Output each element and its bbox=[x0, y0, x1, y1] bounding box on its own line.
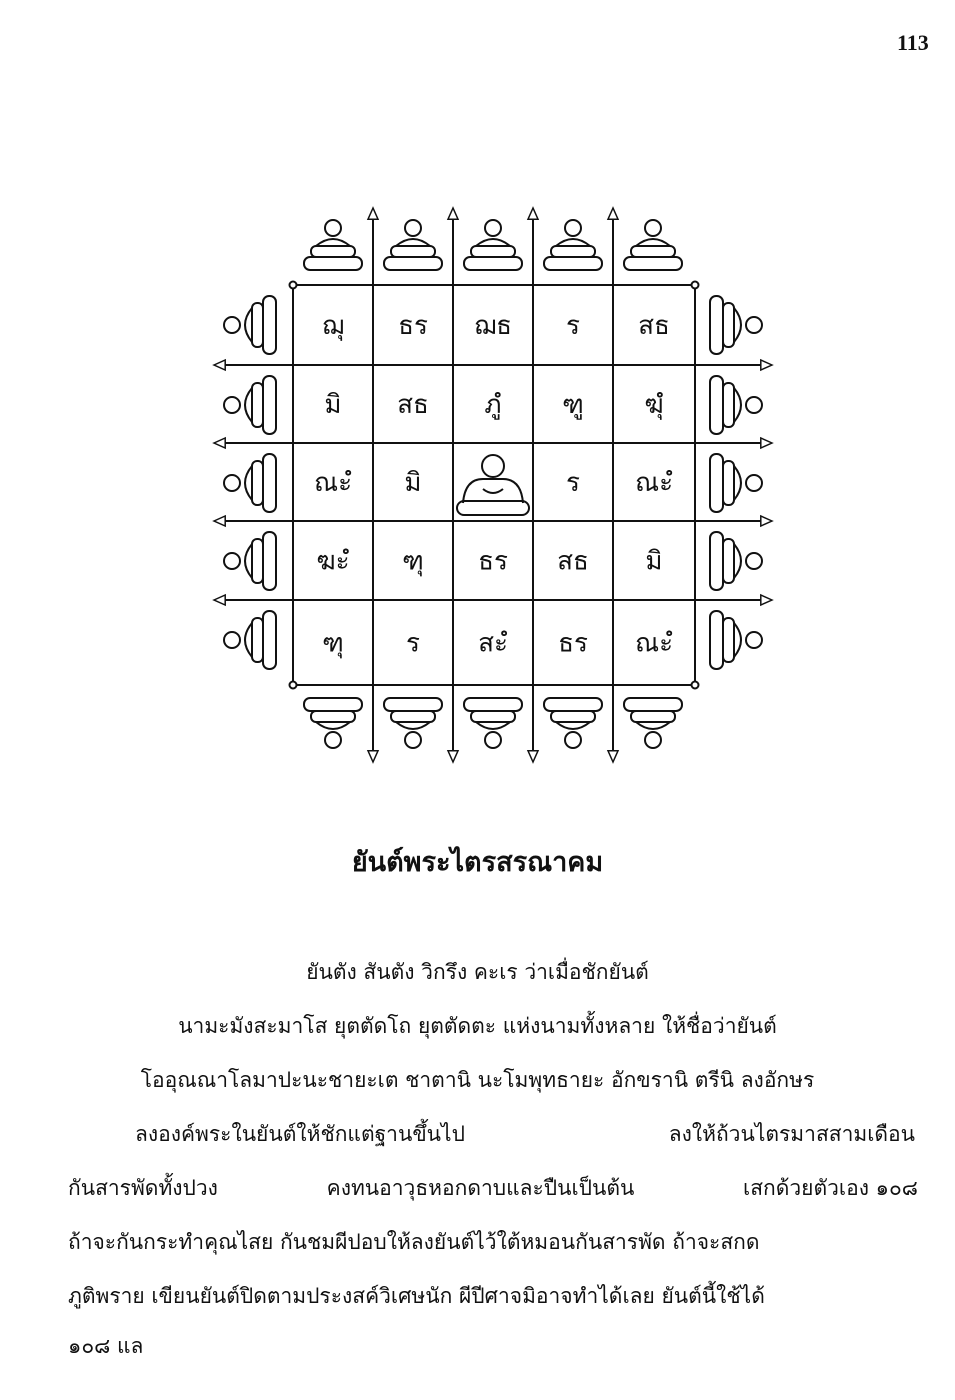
arrow-left-head bbox=[214, 595, 225, 605]
body-line-4-part-a: ลงองค์พระในยันต์ให้ชักแต่ฐานขึ้นไป bbox=[135, 1122, 465, 1146]
grid-cell-text: ธร bbox=[478, 546, 508, 577]
body-line-5-part-b: คงทนอาวุธหอกดาบและปืนเป็นต้น bbox=[326, 1176, 635, 1200]
stupa-figure-bottom bbox=[464, 698, 522, 748]
stupa-figure-bottom bbox=[304, 698, 362, 748]
arrow-up-head bbox=[528, 208, 538, 219]
body-line-5 bbox=[68, 1173, 918, 1203]
grid-cell-text: ฑุ bbox=[322, 628, 344, 659]
stupa-figure-left bbox=[224, 454, 276, 512]
body-line-8: ๑๐๘ แล bbox=[68, 1334, 144, 1358]
grid-cell-text: ฌุ bbox=[321, 311, 345, 341]
stupa-figure-bottom bbox=[544, 698, 602, 748]
arrow-right-head bbox=[761, 360, 772, 370]
grid-cell-text: ณะํ bbox=[634, 628, 674, 659]
arrow-up-head bbox=[448, 208, 458, 219]
grid-cell-text: ฌธ bbox=[473, 311, 513, 341]
arrow-down-head bbox=[368, 751, 378, 762]
grid-cell-text: มิ bbox=[404, 468, 422, 498]
body-line-2: นามะมังสะมาโส ยุตตัดโถ ยุตตัดตะ แห่งนามทั้งหลาย ให้ชื่อว่ายันต์ bbox=[178, 1014, 777, 1038]
corner-dot bbox=[692, 282, 699, 289]
arrow-right-head bbox=[761, 516, 772, 526]
grid-cell-text: ฑุ bbox=[402, 546, 424, 577]
arrow-up-head bbox=[368, 208, 378, 219]
stupa-figure-bottom bbox=[624, 698, 682, 748]
central-buddha-figure bbox=[457, 455, 529, 515]
arrow-right-head bbox=[761, 438, 772, 448]
grid-cell-text: ธร bbox=[558, 628, 588, 659]
stupa-figure-top bbox=[624, 220, 682, 270]
stupa-figure-right bbox=[710, 532, 762, 590]
body-line-1: ยันตัง สันตัง วิกรึง คะเร ว่าเมื่อชักยันต์ bbox=[306, 960, 649, 984]
body-line-5-part-c: เสกด้วยตัวเอง ๑๐๘ bbox=[743, 1176, 918, 1200]
corner-dot bbox=[290, 682, 297, 689]
grid-cell-text: สธ bbox=[557, 546, 589, 577]
grid-cell-text: ร bbox=[566, 311, 580, 341]
yantra-diagram bbox=[200, 195, 790, 770]
stupa-figure-right bbox=[710, 611, 762, 669]
arrow-left-head bbox=[214, 438, 225, 448]
body-line-5-part-a: กันสารพัดทั้งปวง bbox=[68, 1176, 218, 1200]
grid-cell-text: มิ bbox=[645, 546, 663, 577]
grid-cell-text: มิ bbox=[324, 390, 342, 420]
page-title: ยันต์พระไตรสรณาคม bbox=[351, 847, 604, 878]
grid-cell-text: ภูํ bbox=[484, 390, 502, 420]
grid-cell-text: สธ bbox=[397, 390, 429, 420]
body-line-6-text: ถ้าจะกันกระทำคุณไสย กันชมผีปอบให้ลงยันต์ไว้ใต้หมอนกันสารพัด ถ้าจะสกด bbox=[68, 1230, 760, 1254]
grid-cell-text: ร bbox=[406, 628, 420, 659]
stupa-figure-left bbox=[224, 376, 276, 434]
arrow-right-head bbox=[761, 595, 772, 605]
grid-cell-text: ณะํ bbox=[634, 468, 674, 498]
arrow-down-head bbox=[448, 751, 458, 762]
corner-dot bbox=[290, 282, 297, 289]
body-line-6 bbox=[68, 1227, 918, 1257]
body-line-4 bbox=[135, 1119, 915, 1149]
stupa-figure-left bbox=[224, 611, 276, 669]
grid-cell-text: สธ bbox=[638, 311, 670, 341]
stupa-figure-top bbox=[304, 220, 362, 270]
grid-cell-text: ฆะํ bbox=[316, 546, 350, 577]
body-line-4-part-b: ลงให้ถ้วนไตรมาสสามเดือน bbox=[668, 1122, 915, 1146]
grid-cell-text: สะํ bbox=[478, 628, 508, 659]
arrow-left-head bbox=[214, 360, 225, 370]
stupa-figure-right bbox=[710, 296, 762, 354]
stupa-figure-left bbox=[224, 296, 276, 354]
stupa-figure-top bbox=[384, 220, 442, 270]
body-line-7-text: ภูติพราย เขียนยันต์ปิดตามประงสค์วิเศษนัก ผีปีศาจมิอาจทำได้เลย ยันต์นี้ใช้ได้ bbox=[68, 1284, 765, 1308]
stupa-figure-left bbox=[224, 532, 276, 590]
page-number: 113 bbox=[897, 30, 929, 55]
grid-cell-text: ธร bbox=[398, 311, 428, 341]
grid-cell-text: ร bbox=[566, 468, 580, 498]
body-line-3: โออุณณาโลมาปะนะชายะเต ชาตานิ นะโมพุทธายะ อักขรานิ ตรีนิ ลงอักษร bbox=[140, 1068, 815, 1092]
arrow-up-head bbox=[608, 208, 618, 219]
arrow-down-head bbox=[528, 751, 538, 762]
corner-dot bbox=[692, 682, 699, 689]
stupa-figure-right bbox=[710, 454, 762, 512]
stupa-figure-top bbox=[544, 220, 602, 270]
stupa-figure-bottom bbox=[384, 698, 442, 748]
arrow-left-head bbox=[214, 516, 225, 526]
grid-cell-text: ฆุํ bbox=[644, 390, 664, 420]
body-line-7 bbox=[68, 1281, 918, 1311]
arrow-down-head bbox=[608, 751, 618, 762]
stupa-figure-top bbox=[464, 220, 522, 270]
stupa-figure-right bbox=[710, 376, 762, 434]
grid-cell-text: ณะํ bbox=[313, 468, 353, 498]
grid-cell-text: ฑู bbox=[562, 390, 584, 420]
